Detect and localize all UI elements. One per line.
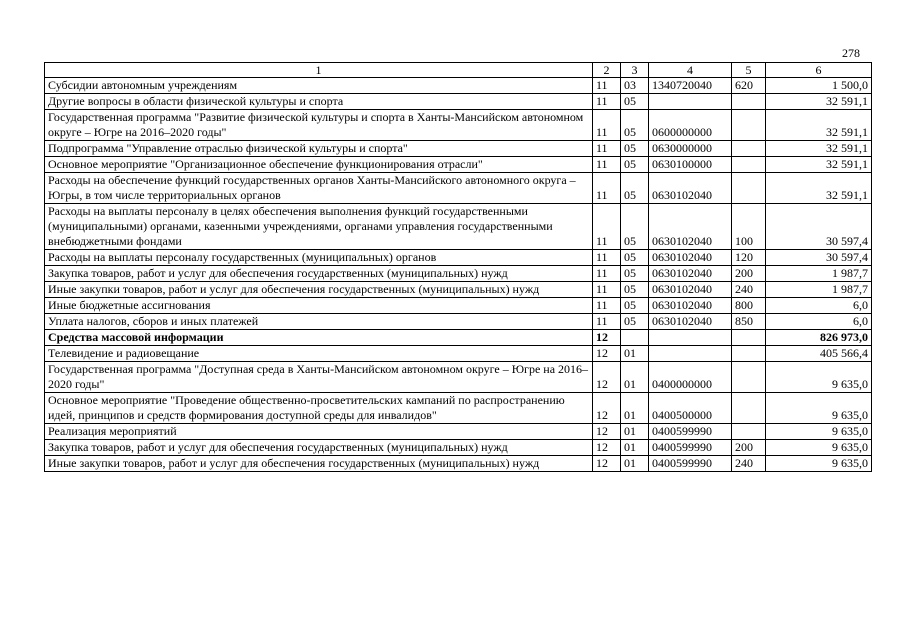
target-article-cell: 0400599990 (649, 440, 732, 456)
subsection-code-cell: 05 (621, 298, 649, 314)
target-article-cell: 1340720040 (649, 78, 732, 94)
table-row (45, 110, 872, 141)
row-name-cell: Телевидение и радиовещание (45, 346, 593, 362)
table-header-row (45, 63, 872, 78)
section-code-cell: 11 (593, 157, 621, 173)
amount-cell: 6,0 (766, 314, 872, 330)
section-code-cell: 12 (593, 346, 621, 362)
expense-type-cell (732, 330, 766, 346)
expense-type-cell (732, 157, 766, 173)
amount-cell: 32 591,1 (766, 173, 872, 204)
table-row (45, 266, 872, 282)
expense-type-cell: 100 (732, 204, 766, 250)
table-row (45, 314, 872, 330)
table-row (45, 346, 872, 362)
amount-cell: 30 597,4 (766, 250, 872, 266)
row-name-cell: Закупка товаров, работ и услуг для обеспечения государственных (муниципальных) нужд (45, 266, 593, 282)
row-name-cell: Уплата налогов, сборов и иных платежей (45, 314, 593, 330)
subsection-code-cell: 05 (621, 314, 649, 330)
target-article-cell: 0400000000 (649, 362, 732, 393)
expense-type-cell: 200 (732, 266, 766, 282)
target-article-cell: 0600000000 (649, 110, 732, 141)
subsection-code-cell: 05 (621, 141, 649, 157)
subsection-code-cell: 05 (621, 110, 649, 141)
section-code-cell: 12 (593, 456, 621, 472)
target-article-cell (649, 330, 732, 346)
column-header: 4 (649, 63, 732, 78)
section-code-cell: 11 (593, 94, 621, 110)
row-name-cell: Основное мероприятие "Организационное обеспечение функционирования отрасли" (45, 157, 593, 173)
row-name-cell: Субсидии автономным учреждениям (45, 78, 593, 94)
target-article-cell: 0400599990 (649, 424, 732, 440)
row-name-cell: Основное мероприятие "Проведение общественно-просветительских кампаний по распространению идей, принципов и средств формирования доступной среды для инвалидов" (45, 393, 593, 424)
expense-type-cell: 620 (732, 78, 766, 94)
target-article-cell: 0630102040 (649, 250, 732, 266)
amount-cell: 30 597,4 (766, 204, 872, 250)
page-number: 278 (842, 46, 860, 60)
amount-cell: 826 973,0 (766, 330, 872, 346)
target-article-cell: 0630100000 (649, 157, 732, 173)
expense-type-cell: 850 (732, 314, 766, 330)
section-code-cell: 11 (593, 314, 621, 330)
amount-cell: 32 591,1 (766, 141, 872, 157)
table-row (45, 298, 872, 314)
amount-cell: 1 987,7 (766, 282, 872, 298)
target-article-cell: 0630102040 (649, 204, 732, 250)
subsection-code-cell: 01 (621, 346, 649, 362)
section-code-cell: 12 (593, 393, 621, 424)
column-header: 5 (732, 63, 766, 78)
table-row (45, 330, 872, 346)
subsection-code-cell: 01 (621, 440, 649, 456)
subsection-code-cell: 05 (621, 173, 649, 204)
row-name-cell: Иные закупки товаров, работ и услуг для обеспечения государственных (муниципальных) нужд (45, 282, 593, 298)
target-article-cell: 0630102040 (649, 314, 732, 330)
target-article-cell: 0630102040 (649, 282, 732, 298)
subsection-code-cell: 05 (621, 94, 649, 110)
row-name-cell: Расходы на выплаты персоналу в целях обеспечения выполнения функций государственными (муниципальными) органами, казенными учреждениями, органами управления государственными внебюджетными фондами (45, 204, 593, 250)
subsection-code-cell: 05 (621, 204, 649, 250)
section-code-cell: 11 (593, 173, 621, 204)
expense-type-cell (732, 141, 766, 157)
target-article-cell: 0630102040 (649, 266, 732, 282)
column-header: 1 (45, 63, 593, 78)
subsection-code-cell: 01 (621, 362, 649, 393)
budget-table (44, 62, 872, 472)
expense-type-cell (732, 110, 766, 141)
row-name-cell: Иные бюджетные ассигнования (45, 298, 593, 314)
amount-cell: 1 500,0 (766, 78, 872, 94)
section-code-cell: 12 (593, 330, 621, 346)
expense-type-cell (732, 424, 766, 440)
table-row (45, 157, 872, 173)
row-name-cell: Реализация мероприятий (45, 424, 593, 440)
expense-type-cell: 240 (732, 282, 766, 298)
table-row (45, 173, 872, 204)
expense-type-cell (732, 393, 766, 424)
subsection-code-cell: 05 (621, 250, 649, 266)
section-code-cell: 11 (593, 110, 621, 141)
target-article-cell: 0630102040 (649, 298, 732, 314)
section-code-cell: 11 (593, 298, 621, 314)
subsection-code-cell: 03 (621, 78, 649, 94)
subsection-code-cell: 01 (621, 424, 649, 440)
subsection-code-cell (621, 330, 649, 346)
target-article-cell: 0630102040 (649, 173, 732, 204)
section-code-cell: 11 (593, 78, 621, 94)
target-article-cell: 0400500000 (649, 393, 732, 424)
amount-cell: 9 635,0 (766, 424, 872, 440)
table-row (45, 424, 872, 440)
target-article-cell: 0400599990 (649, 456, 732, 472)
table-row (45, 94, 872, 110)
row-name-cell: Государственная программа "Доступная среда в Ханты-Мансийском автономном округе – Югре на 2016–2020 годы" (45, 362, 593, 393)
amount-cell: 32 591,1 (766, 94, 872, 110)
expense-type-cell (732, 173, 766, 204)
table-row (45, 456, 872, 472)
subsection-code-cell: 01 (621, 393, 649, 424)
amount-cell: 32 591,1 (766, 157, 872, 173)
amount-cell: 9 635,0 (766, 362, 872, 393)
table-row (45, 141, 872, 157)
table-row (45, 282, 872, 298)
target-article-cell (649, 94, 732, 110)
table-row (45, 204, 872, 250)
row-name-cell: Государственная программа "Развитие физической культуры и спорта в Ханты-Мансийском автономном округе – Югре на 2016–2020 годы" (45, 110, 593, 141)
section-code-cell: 12 (593, 440, 621, 456)
row-name-cell: Расходы на обеспечение функций государственных органов Ханты-Мансийского автономного округа – Югры, в том числе территориальных органов (45, 173, 593, 204)
expense-type-cell: 200 (732, 440, 766, 456)
row-name-cell: Закупка товаров, работ и услуг для обеспечения государственных (муниципальных) нужд (45, 440, 593, 456)
section-code-cell: 12 (593, 362, 621, 393)
table-row (45, 393, 872, 424)
section-code-cell: 12 (593, 424, 621, 440)
table-row (45, 440, 872, 456)
subsection-code-cell: 01 (621, 456, 649, 472)
amount-cell: 6,0 (766, 298, 872, 314)
expense-type-cell (732, 362, 766, 393)
amount-cell: 1 987,7 (766, 266, 872, 282)
column-header: 3 (621, 63, 649, 78)
table-row (45, 78, 872, 94)
amount-cell: 405 566,4 (766, 346, 872, 362)
amount-cell: 9 635,0 (766, 393, 872, 424)
row-name-cell: Расходы на выплаты персоналу государственных (муниципальных) органов (45, 250, 593, 266)
row-name-cell: Подпрограмма "Управление отраслью физической культуры и спорта" (45, 141, 593, 157)
row-name-cell: Иные закупки товаров, работ и услуг для обеспечения государственных (муниципальных) нужд (45, 456, 593, 472)
target-article-cell: 0630000000 (649, 141, 732, 157)
column-header: 6 (766, 63, 872, 78)
section-code-cell: 11 (593, 266, 621, 282)
column-header: 2 (593, 63, 621, 78)
row-name-cell: Другие вопросы в области физической культуры и спорта (45, 94, 593, 110)
row-name-cell: Средства массовой информации (45, 330, 593, 346)
expense-type-cell: 800 (732, 298, 766, 314)
expense-type-cell: 120 (732, 250, 766, 266)
subsection-code-cell: 05 (621, 282, 649, 298)
section-code-cell: 11 (593, 141, 621, 157)
amount-cell: 32 591,1 (766, 110, 872, 141)
section-code-cell: 11 (593, 250, 621, 266)
expense-type-cell (732, 94, 766, 110)
section-code-cell: 11 (593, 282, 621, 298)
table-row (45, 250, 872, 266)
amount-cell: 9 635,0 (766, 456, 872, 472)
table-row (45, 362, 872, 393)
subsection-code-cell: 05 (621, 266, 649, 282)
amount-cell: 9 635,0 (766, 440, 872, 456)
target-article-cell (649, 346, 732, 362)
expense-type-cell: 240 (732, 456, 766, 472)
subsection-code-cell: 05 (621, 157, 649, 173)
expense-type-cell (732, 346, 766, 362)
section-code-cell: 11 (593, 204, 621, 250)
